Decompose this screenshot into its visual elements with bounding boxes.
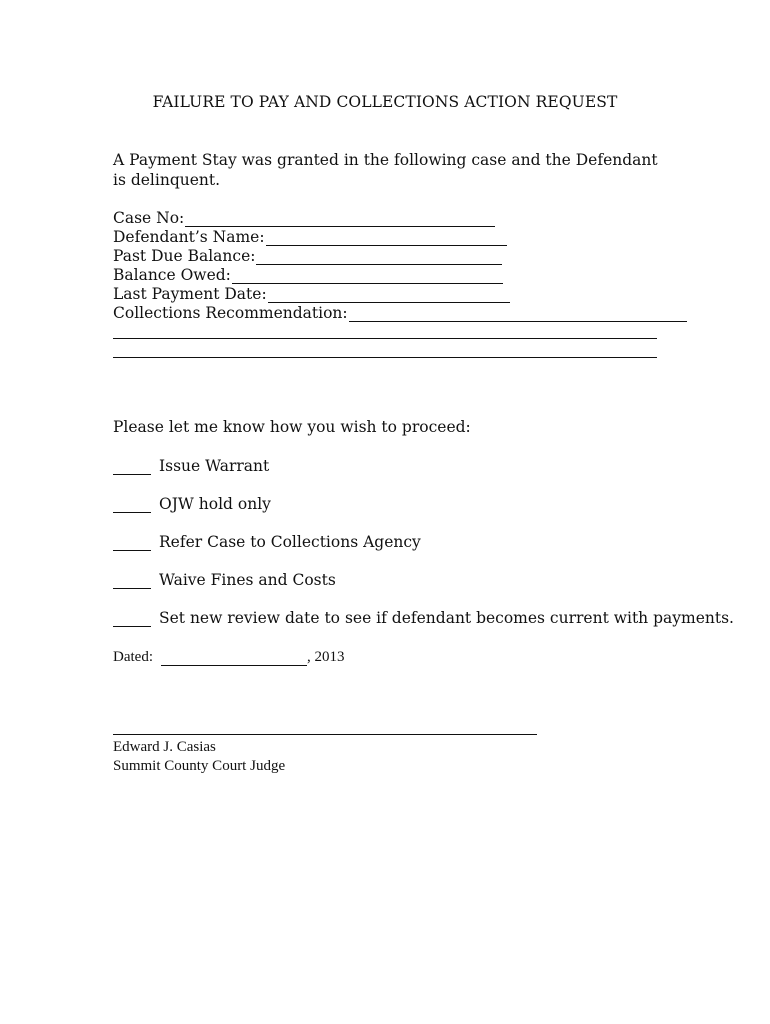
last-payment-date-field[interactable] [113, 283, 510, 303]
option-review-date[interactable] [113, 607, 734, 627]
dated-label: Dated: [113, 649, 153, 665]
past-due-balance-label: Past Due Balance: [113, 247, 256, 265]
last-payment-date-label: Last Payment Date: [113, 285, 267, 303]
option-blank[interactable] [113, 460, 151, 475]
case-no-line[interactable] [185, 211, 495, 227]
recommendation-line-3[interactable] [113, 357, 657, 358]
option-refer-collections[interactable] [113, 531, 421, 551]
collections-recommendation-field[interactable] [113, 302, 687, 322]
judge-title: Summit County Court Judge [113, 758, 286, 774]
last-payment-date-line[interactable] [268, 287, 510, 303]
option-label: Refer Case to Collections Agency [159, 533, 421, 551]
defendant-name-field[interactable] [113, 226, 507, 246]
balance-owed-line[interactable] [232, 268, 503, 284]
signature-line[interactable] [113, 734, 537, 735]
option-label: Set new review date to see if defendant becomes current with payments. [159, 609, 734, 627]
option-ojw-hold[interactable] [113, 493, 271, 513]
recommendation-line-2[interactable] [113, 338, 657, 339]
balance-owed-field[interactable] [113, 264, 503, 284]
intro-paragraph: A Payment Stay was granted in the following case and the Defendant is delinquent. [113, 151, 658, 189]
proceed-prompt: Please let me know how you wish to proceed: [113, 418, 471, 436]
option-issue-warrant[interactable] [113, 455, 269, 475]
judge-name: Edward J. Casias [113, 739, 216, 755]
option-blank[interactable] [113, 498, 151, 513]
balance-owed-label: Balance Owed: [113, 266, 231, 284]
dated-line[interactable] [161, 652, 307, 666]
defendant-name-label: Defendant’s Name: [113, 228, 265, 246]
defendant-name-line[interactable] [266, 230, 507, 246]
option-label: Waive Fines and Costs [159, 571, 336, 589]
option-blank[interactable] [113, 612, 151, 627]
collections-recommendation-label: Collections Recommendation: [113, 304, 348, 322]
case-no-label: Case No: [113, 209, 185, 227]
past-due-balance-line[interactable] [256, 249, 502, 265]
dated-year: , 2013 [306, 649, 345, 665]
option-blank[interactable] [113, 536, 151, 551]
dated-field[interactable] [113, 648, 344, 666]
option-label: OJW hold only [159, 495, 271, 513]
option-waive-fines[interactable] [113, 569, 336, 589]
collections-recommendation-line[interactable] [349, 306, 687, 322]
option-blank[interactable] [113, 574, 151, 589]
case-no-field[interactable] [113, 207, 495, 227]
option-label: Issue Warrant [159, 457, 270, 475]
document-title: FAILURE TO PAY AND COLLECTIONS ACTION REQUEST [152, 93, 618, 111]
past-due-balance-field[interactable] [113, 245, 502, 265]
